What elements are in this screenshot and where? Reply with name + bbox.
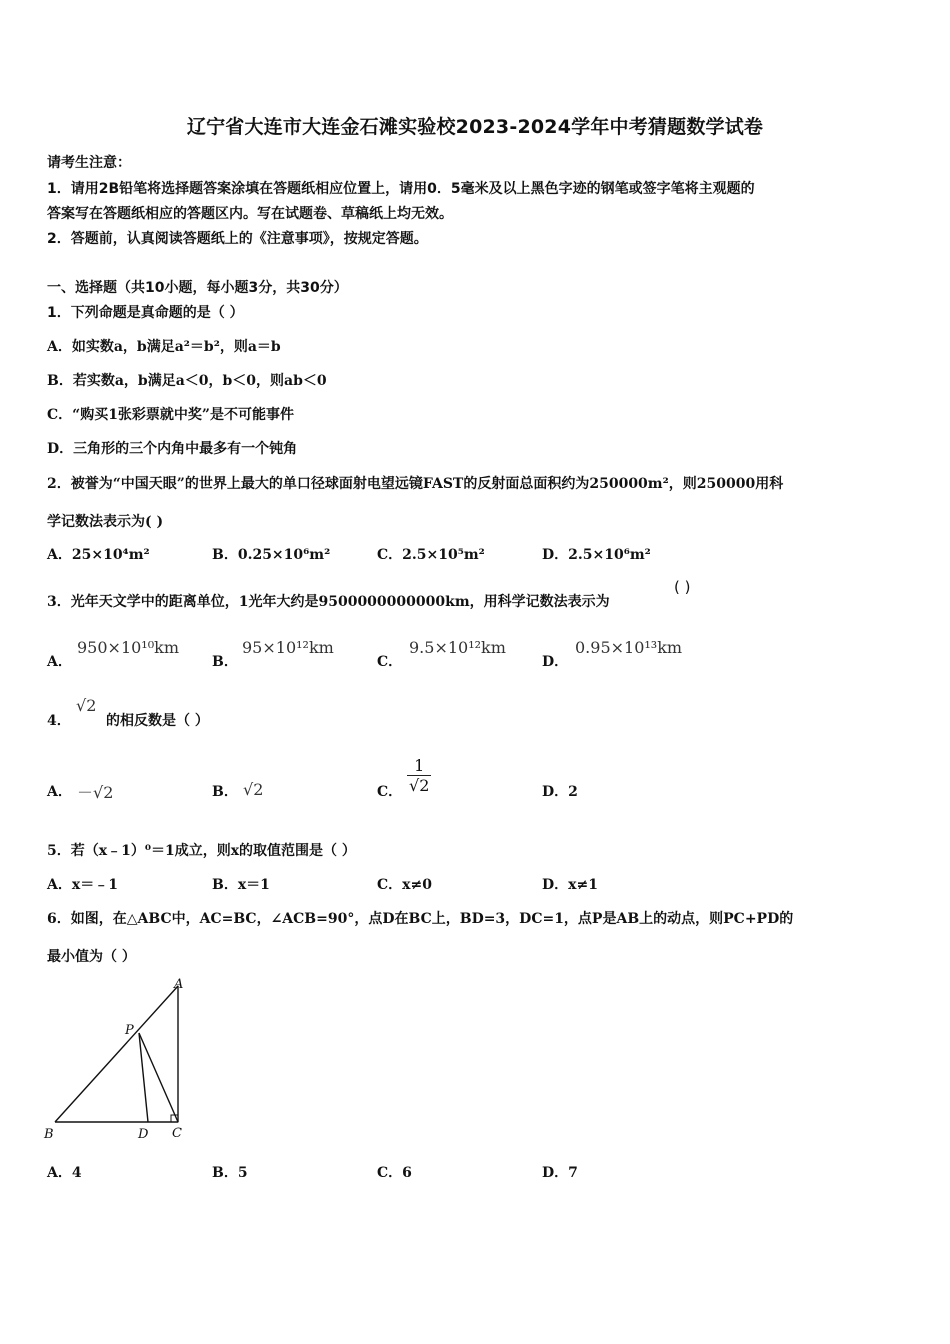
q5-option-a: A．x＝﹣1 [47, 877, 118, 893]
q1-option-b: B．若实数a，b满足a＜0，b＜0，则ab＜0 [47, 373, 327, 389]
q3-option-b-expression: 95×10¹²km [242, 638, 334, 657]
q3-option-a-label: A． [47, 654, 72, 670]
notice-heading: 请考生注意： [47, 155, 131, 171]
q3-option-d-label: D． [542, 654, 569, 670]
segment-pc [139, 1033, 178, 1122]
q5-option-c: C．x≠0 [377, 877, 432, 893]
q6-option-b: B．5 [212, 1165, 248, 1181]
section-heading: 一、选择题（共10小题，每小题3分，共30分） [47, 280, 348, 296]
q4-option-c-fraction [407, 756, 431, 795]
q4-number: 4． [47, 713, 71, 729]
q4-option-c-numerator: 1 [407, 756, 431, 776]
segment-pd [139, 1033, 148, 1122]
notice-line-2: 答案写在答题纸相应的答题区内。写在试题卷、草稿纸上均无效。 [47, 206, 453, 222]
q3-stem: 3．光年天文学中的距离单位，1光年大约是9500000000000km，用科学记数法表示为 [47, 594, 610, 610]
segment-ab [55, 986, 178, 1122]
q1-option-a: A．如实数a，b满足a²＝b²，则a＝b [47, 339, 281, 355]
q4-stem: 的相反数是（ ） [106, 713, 209, 729]
q2-stem-line-1: 2．被誉为“中国天眼”的世界上最大的单口径球面射电望远镜FAST的反射面总面积约为250000m²，则250000用科 [47, 476, 784, 492]
page-title: 辽宁省大连市大连金石滩实验校2023-2024学年中考猜题数学试卷 [186, 116, 764, 138]
q4-option-b-expression: √2 [243, 780, 264, 799]
q2-stem-line-2: 学记数法表示为( ) [47, 514, 164, 530]
q4-option-a-label: A． [47, 784, 72, 800]
q6-stem-line-2: 最小值为（ ） [47, 949, 136, 965]
q2-option-a: A．25×10⁴m² [47, 547, 150, 563]
label-p: P [125, 1023, 134, 1038]
q4-option-b-label: B． [212, 784, 238, 800]
q2-option-d: D．2.5×10⁶m² [542, 547, 651, 563]
q5-option-d: D．x≠1 [542, 877, 598, 893]
q1-option-d: D．三角形的三个内角中最多有一个钝角 [47, 441, 298, 457]
q6-option-d: D．7 [542, 1165, 578, 1181]
notice-line-1: 1．请用2B铅笔将选择题答案涂填在答题纸相应位置上，请用0．5毫米及以上黑色字迹的钢笔或签字笔将主观题的 [47, 181, 755, 197]
q2-option-c: C．2.5×10⁵m² [377, 547, 485, 563]
q3-option-a-expression: 950×10¹⁰km [77, 638, 179, 657]
q4-sqrt2-expression: √2 [76, 696, 97, 715]
q4-option-d: D．2 [542, 784, 578, 800]
q1-option-c: C．“购买1张彩票就中奖”是不可能事件 [47, 407, 294, 423]
q4-option-c-denominator: √2 [409, 776, 430, 795]
triangle-figure [40, 975, 200, 1145]
q4-option-c-label: C． [377, 784, 403, 800]
q5-option-b: B．x＝1 [212, 877, 270, 893]
label-b: B [44, 1127, 54, 1142]
q6-option-c: C．6 [377, 1165, 412, 1181]
q3-option-d-expression: 0.95×10¹³km [575, 638, 683, 657]
q3-option-c-label: C． [377, 654, 403, 670]
label-a: A [174, 977, 184, 992]
q2-option-b: B．0.25×10⁶m² [212, 547, 331, 563]
q6-option-a: A．4 [47, 1165, 82, 1181]
q1-stem: 1．下列命题是真命题的是（ ） [47, 305, 244, 321]
label-c: C [172, 1126, 182, 1141]
q5-stem: 5．若（x﹣1）⁰＝1成立，则x的取值范围是（ ） [47, 843, 356, 859]
q4-option-a-expression: －√2 [77, 783, 114, 802]
notice-line-3: 2．答题前，认真阅读答题纸上的《注意事项》，按规定答题。 [47, 231, 428, 247]
q3-option-b-label: B． [212, 654, 238, 670]
q6-stem-line-1: 6．如图，在△ABC中，AC=BC，∠ACB=90°，点D在BC上，BD=3，DC=1，点P是AB上的动点，则PC+PD的 [47, 911, 794, 927]
q3-answer-paren: ( ) [674, 578, 691, 596]
label-d: D [138, 1127, 149, 1142]
q3-option-c-expression: 9.5×10¹²km [409, 638, 506, 657]
